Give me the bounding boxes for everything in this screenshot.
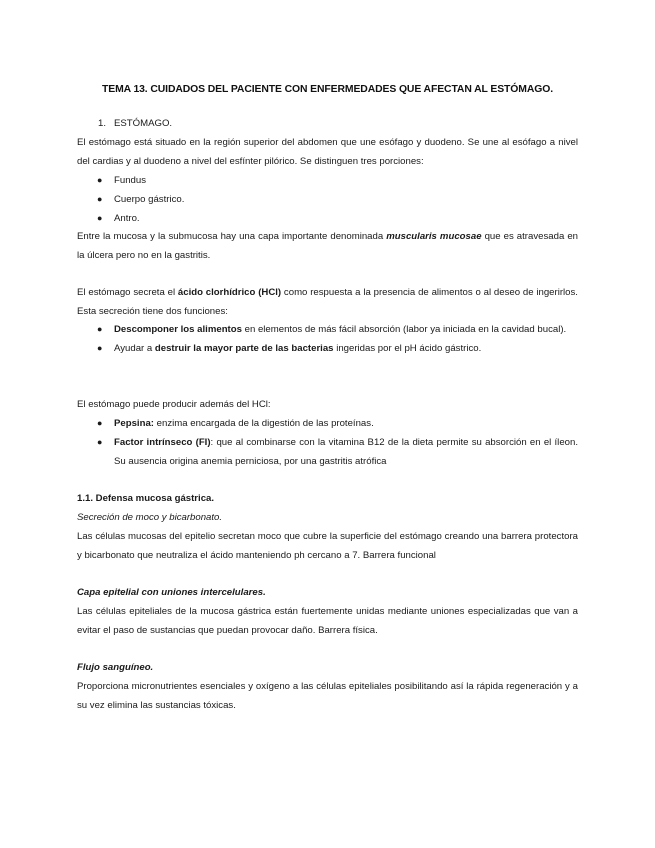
bullet-icon: ● <box>97 343 103 353</box>
list-item: ● Antro. <box>77 209 578 228</box>
emphasized-term: muscularis mucosae <box>386 231 482 242</box>
bullet-icon: ● <box>97 194 103 204</box>
bullet-icon: ● <box>97 437 103 447</box>
mucosa-paragraph: Entre la mucosa y la submucosa hay una capa importante denominada muscularis mucosae que es atravesada en la úlcera pero no en la gastritis. <box>77 231 578 261</box>
also-paragraph: El estómago puede producir además del HCl: <box>77 399 271 410</box>
moco-paragraph: Las células mucosas del epitelio secretan moco que cubre la superficie del estómago creando una barrera protectora y bicarbonato que neutraliza el ácido manteniendo ph cercano a 7. Barrera funcional <box>77 531 578 561</box>
flujo-paragraph: Proporciona micronutrientes esenciales y oxígeno a las células epiteliales posibilitando así la rápida regeneración y a su vez elimina las sustancias tóxicas. <box>77 681 578 711</box>
list-item: ● Fundus <box>77 171 578 190</box>
page-title: TEMA 13. CUIDADOS DEL PACIENTE CON ENFERMEDADES QUE AFECTAN AL ESTÓMAGO. <box>102 84 553 95</box>
subsection-heading: 1.1. Defensa mucosa gástrica. <box>77 493 215 504</box>
subsection-title: Secreción de moco y bicarbonato. <box>77 512 223 523</box>
bullet-icon: ● <box>97 213 103 223</box>
list-item: ● Descomponer los alimentos en elementos de más fácil absorción (labor ya iniciada en la cavidad bucal). <box>77 320 578 339</box>
hcl-functions-list <box>77 320 578 358</box>
bullet-icon: ● <box>97 324 103 334</box>
bullet-icon: ● <box>97 175 103 185</box>
bullet-icon: ● <box>97 418 103 428</box>
portions-list <box>77 171 578 228</box>
section-title: ESTÓMAGO. <box>114 118 173 129</box>
secretions-list <box>77 414 578 471</box>
epitelial-paragraph: Las células epiteliales de la mucosa gástrica están fuertemente unidas mediante uniones especializadas que van a evitar el paso de sustancias que puedan provocar daño. Barrera física. <box>77 606 578 636</box>
emphasized-term: ácido clorhídrico (HCl) <box>177 287 282 298</box>
hcl-paragraph: El estómago secreta el ácido clorhídrico (HCl) como respuesta a la presencia de alimentos o al deseo de ingerirlos. Esta secreción tiene dos funciones: <box>77 287 578 317</box>
stomach-intro-paragraph: El estómago está situado en la región superior del abdomen que une esófago y duodeno. Se une al esófago a nivel del cardias y al duodeno a nivel del esfínter pilórico. Se distinguen tres porciones: <box>77 137 578 167</box>
subsection-title: Capa epitelial con uniones intercelulares. <box>77 587 266 598</box>
subsection-title: Flujo sanguíneo. <box>77 662 154 673</box>
list-item: ● Pepsina: enzima encargada de la digestión de las proteínas. <box>77 414 578 433</box>
list-item: ● Ayudar a destruir la mayor parte de las bacterias ingeridas por el pH ácido gástrico. <box>77 339 578 358</box>
list-item: ● Factor intrínseco (FI): que al combinarse con la vitamina B12 de la dieta permite su absorción en el íleon. Su ausencia origina anemia perniciosa, por una gastritis atrófica <box>77 433 578 471</box>
section-number: 1. <box>98 118 107 129</box>
list-item: ● Cuerpo gástrico. <box>77 190 578 209</box>
